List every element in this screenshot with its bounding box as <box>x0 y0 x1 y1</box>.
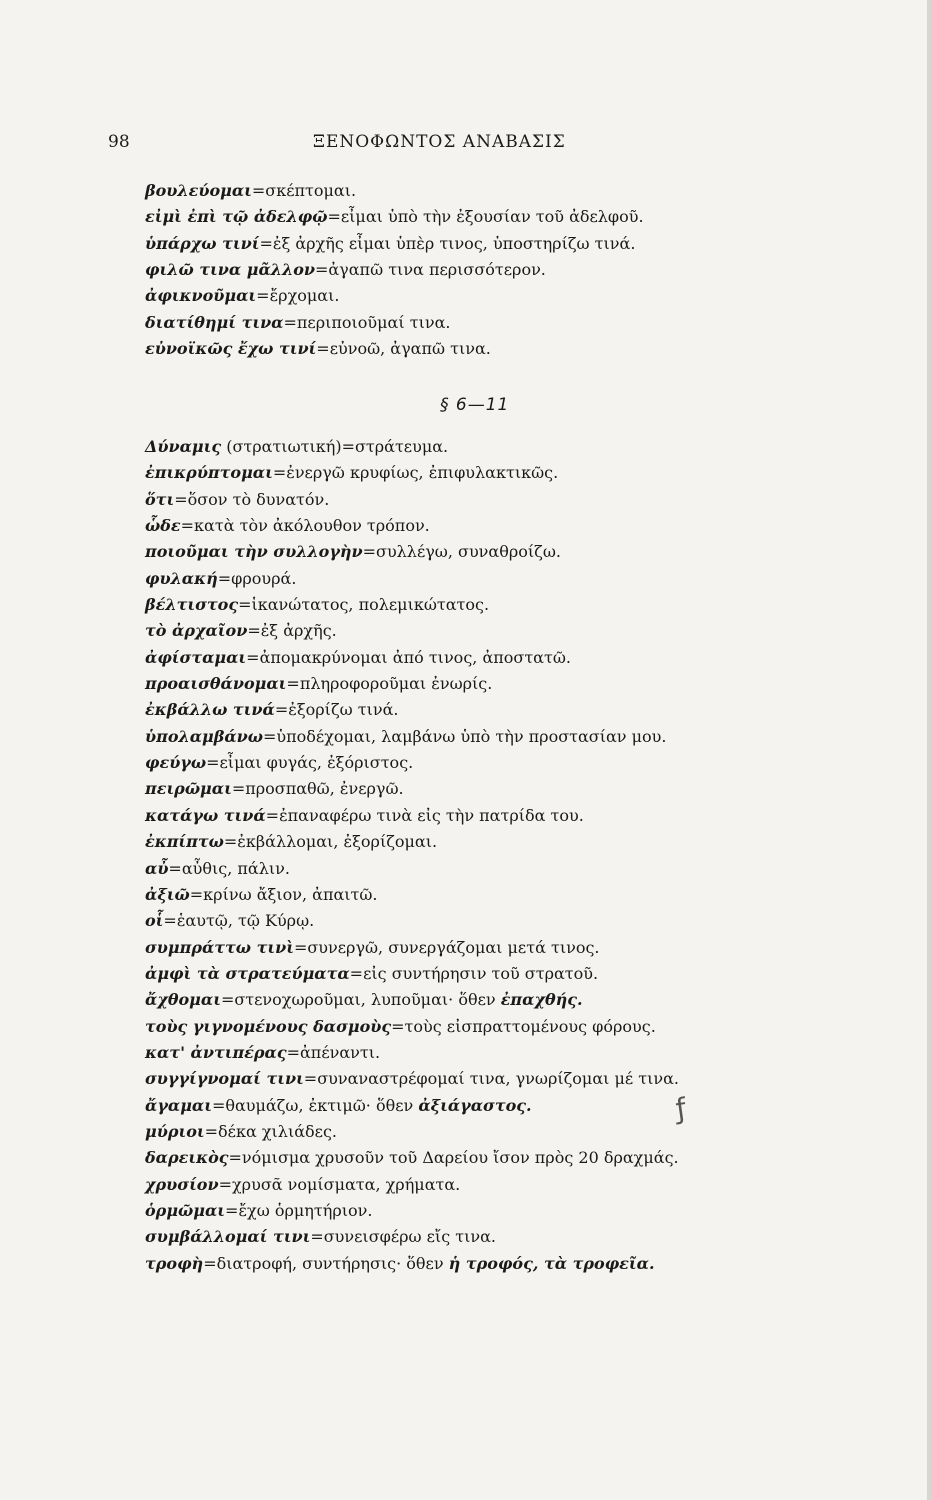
entry-derivative: ἀξιάγαστος. <box>418 1095 532 1115</box>
entry-definition: =εὐνοῶ, ἀγαπῶ τινα. <box>316 339 491 359</box>
glossary-entry <box>145 1014 885 1040</box>
glossary-entry <box>145 961 885 987</box>
entry-definition: (στρατιωτική)=στράτευμα. <box>221 437 449 456</box>
glossary-entry <box>145 434 885 460</box>
entry-definition: =θαυμάζω, ἐκτιμῶ· ὅθεν <box>211 1095 419 1115</box>
glossary-entry <box>145 618 885 644</box>
entry-headword: συμβάλλομαί τινι <box>145 1227 311 1247</box>
entry-headword: ἀφικνοῦμαι <box>145 286 257 306</box>
entry-headword: συγγίγνομαί τινι <box>145 1069 304 1089</box>
entry-headword: ἀξιῶ <box>145 884 190 904</box>
entry-definition: =σκέπτομαι. <box>251 181 357 200</box>
glossary-entry <box>145 257 885 283</box>
entry-headword: βέλτιστος <box>145 595 239 615</box>
entry-headword: ἄγαμαι <box>145 1095 212 1115</box>
entry-headword: εὐνοϊκῶς ἔχω τινί <box>145 339 317 359</box>
glossary-entry <box>145 724 885 750</box>
entry-headword: κατάγω τινά <box>145 805 266 825</box>
entry-definition: =συνεισφέρω εἴς τινα. <box>310 1227 496 1247</box>
glossary-entry <box>145 935 885 961</box>
entry-definition: =ἔρχομαι. <box>256 286 340 306</box>
entry-headword: ὑπάρχω τινί <box>145 233 260 253</box>
entry-definition: =νόμισμα χρυσοῦν τοῦ Δαρείου ἴσον πρὸς 20 δραχμάς. <box>228 1148 679 1168</box>
glossary-entry <box>145 697 885 723</box>
entry-headword: κατ' ἀντιπέρας <box>145 1042 287 1062</box>
entry-headword: ὑπολαμβάνω <box>145 726 263 746</box>
entry-headword: οἷ <box>145 911 164 931</box>
entry-definition: =στενοχωροῦμαι, λυποῦμαι· ὅθεν <box>220 990 501 1010</box>
entry-definition: =ἀπέναντι. <box>286 1042 381 1062</box>
section-title: § 6—11 <box>440 395 510 415</box>
entry-headword: εἰμὶ ἐπὶ τῷ ἀδελφῷ <box>145 207 328 227</box>
glossary-entry <box>145 283 885 309</box>
entry-definition: =ἀγαπῶ τινα περισσότερον. <box>314 260 546 280</box>
entry-headword: αὖ <box>145 858 169 878</box>
entry-definition: =εἰς συντήρησιν τοῦ στρατοῦ. <box>349 963 599 983</box>
entry-headword: τροφὴ <box>145 1253 204 1273</box>
glossary-entry <box>145 1119 885 1145</box>
entry-definition: =τοὺς εἰσπραττομένους φόρους. <box>391 1016 656 1036</box>
entry-headword: ἀμφὶ τὰ στρατεύματα <box>145 963 350 983</box>
entry-definition: =περιποιοῦμαί τινα. <box>283 312 451 332</box>
entry-headword: φιλῶ τινα μᾶλλον <box>145 260 315 280</box>
entry-definition: =εἶμαι φυγάς, ἐξόριστος. <box>206 753 414 773</box>
entry-headword: τοὺς γιγνομένους δασμοὺς <box>145 1016 392 1036</box>
vocabulary-block-2 <box>145 434 885 1277</box>
entry-headword: τὸ ἀρχαῖον <box>145 621 248 641</box>
entry-definition: =ἐκβάλλομαι, ἐξορίζομαι. <box>223 832 438 852</box>
glossary-entry <box>145 513 885 539</box>
entry-definition: =ἐξ ἀρχῆς. <box>247 621 337 641</box>
entry-headword: προαισθάνομαι <box>145 674 287 694</box>
entry-headword: φυλακή <box>145 568 218 588</box>
entry-definition: =κατὰ τὸν ἀκόλουθον τρόπον. <box>180 516 430 536</box>
entry-headword: ὧδε <box>145 516 181 536</box>
glossary-entry <box>145 1145 885 1171</box>
glossary-entry <box>145 803 885 829</box>
entry-headword: μύριοι <box>145 1121 205 1141</box>
glossary-entry <box>145 645 885 671</box>
entry-definition: =ὑποδέχομαι, λαμβάνω ὑπὸ τὴν προστασίαν μου. <box>263 726 667 746</box>
glossary-entry <box>145 856 885 882</box>
glossary-entry <box>145 310 885 336</box>
vocabulary-block-1 <box>145 178 885 362</box>
entry-definition: =ἐξ ἀρχῆς εἶμαι ὑπὲρ τινος, ὑποστηρίζω τινά. <box>259 233 636 253</box>
entry-headword: Δύναμις <box>145 437 222 456</box>
glossary-entry <box>145 1066 885 1092</box>
page-edge <box>927 0 931 1500</box>
entry-definition: =ὅσον τὸ δυνατόν. <box>174 489 330 509</box>
entry-headword: φεύγω <box>145 753 207 773</box>
glossary-entry <box>145 336 885 362</box>
glossary-entry <box>145 460 885 486</box>
glossary-entry <box>145 776 885 802</box>
entry-derivative: ἡ τροφός, τὰ τροφεῖα. <box>448 1253 655 1273</box>
glossary-entry <box>145 487 885 513</box>
entry-definition: =ἐνεργῶ κρυφίως, ἐπιφυλακτικῶς. <box>272 463 559 483</box>
glossary-entry <box>145 671 885 697</box>
entry-definition: =συναναστρέφομαί τινα, γνωρίζομαι μέ τινα. <box>303 1069 680 1089</box>
entry-derivative: ἐπαχθής. <box>500 990 583 1010</box>
entry-definition: =ἐξορίζω τινά. <box>274 700 399 720</box>
entry-definition: =εἶμαι ὑπὸ τὴν ἐξουσίαν τοῦ ἀδελφοῦ. <box>327 207 644 227</box>
entry-definition: =χρυσᾶ νομίσματα, χρήματα. <box>218 1174 461 1194</box>
entry-headword: ἐκπίπτω <box>145 832 224 852</box>
entry-headword: ὅτι <box>145 489 175 509</box>
entry-definition: =δέκα χιλιάδες. <box>204 1121 337 1141</box>
entry-definition: =ἀπομακρύνομαι ἀπό τινος, ἀποστατῶ. <box>246 647 571 667</box>
entry-definition: =ἔχω ὁρμητήριον. <box>225 1200 373 1220</box>
glossary-entry <box>145 829 885 855</box>
glossary-entry <box>145 987 885 1013</box>
entry-definition: =φρουρά. <box>217 568 297 588</box>
glossary-entry <box>145 1251 885 1277</box>
running-title: ΞΕΝΟΦΩΝΤΟΣ ΑΝΑΒΑΣΙΣ <box>313 132 566 152</box>
entry-definition: =προσπαθῶ, ἐνεργῶ. <box>231 779 404 799</box>
glossary-entry <box>145 1198 885 1224</box>
entry-headword: ἄχθομαι <box>145 990 221 1010</box>
entry-definition: =κρίνω ἄξιον, ἀπαιτῶ. <box>189 884 378 904</box>
glossary-entry <box>145 204 885 230</box>
glossary-entry <box>145 231 885 257</box>
entry-headword: ὁρμῶμαι <box>145 1200 226 1220</box>
entry-definition: =πληροφοροῦμαι ἐνωρίς. <box>286 674 493 694</box>
entry-definition: =συνεργῶ, συνεργάζομαι μετά τινος. <box>293 937 600 957</box>
glossary-entry <box>145 1040 885 1066</box>
entry-definition: =αὖθις, πάλιν. <box>168 858 290 878</box>
entry-headword: διατίθημί τινα <box>145 312 284 332</box>
entry-definition: =ἐπαναφέρω τινὰ εἰς τὴν πατρίδα του. <box>265 805 584 825</box>
glossary-entry <box>145 750 885 776</box>
entry-headword: χρυσίον <box>145 1174 219 1194</box>
entry-definition: =συλλέγω, συναθροίζω. <box>362 542 561 562</box>
handwritten-margin-mark: ƒ <box>673 1091 689 1126</box>
entry-headword: ἐπικρύπτομαι <box>145 463 273 483</box>
entry-headword: συμπράττω τινὶ <box>145 937 294 957</box>
entry-headword: δαρεικὸς <box>145 1148 229 1168</box>
entry-definition: =ἱκανώτατος, πολεμικώτατος. <box>238 595 490 615</box>
entry-headword: ποιοῦμαι τὴν συλλογὴν <box>145 542 363 562</box>
entry-definition: =διατροφή, συντήρησις· ὅθεν <box>203 1253 449 1273</box>
glossary-entry <box>145 539 885 565</box>
entry-headword: ἐκβάλλω τινά <box>145 700 275 720</box>
glossary-entry <box>145 1172 885 1198</box>
glossary-entry <box>145 592 885 618</box>
entry-headword: ἀφίσταμαι <box>145 647 247 667</box>
glossary-entry <box>145 566 885 592</box>
entry-definition: =ἑαυτῷ, τῷ Κύρῳ. <box>163 911 315 931</box>
glossary-entry <box>145 882 885 908</box>
entry-headword: πειρῶμαι <box>145 779 232 799</box>
page-number: 98 <box>108 132 130 152</box>
page-header <box>108 132 628 156</box>
glossary-entry <box>145 178 885 204</box>
entry-headword: βουλεύομαι <box>145 181 252 200</box>
glossary-entry <box>145 1224 885 1250</box>
glossary-entry <box>145 1093 885 1119</box>
glossary-entry <box>145 908 885 934</box>
